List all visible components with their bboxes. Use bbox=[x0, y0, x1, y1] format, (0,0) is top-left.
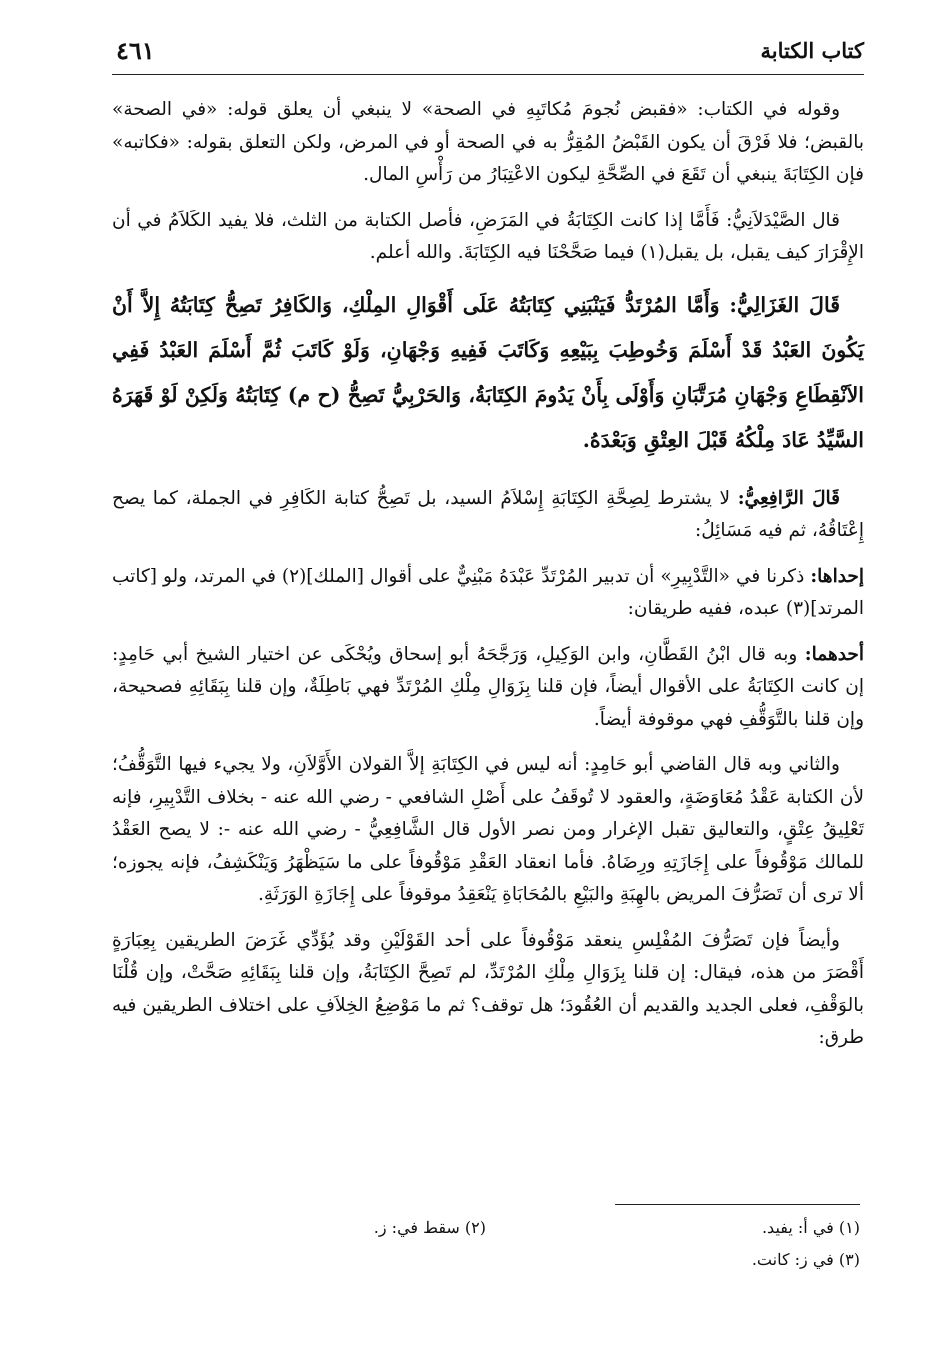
paragraph-text: والثاني وبه قال القاضي أبو حَامِدٍ: أنه ليس في الكِتَابَةِ إلاَّ القولان الأَوَّلاَنِ، ولا يجيء فيها التَّوَقُّفُ؛ لأن الكتابة عَقْدُ مُعَاوَضَةٍ، والعقود لا تُوقَفُ على أَصْلِ الشافعي - رضي الله عنه - بخلاف التَّدْبِيرِ، فإنه تَعْلِيقُ عِتْقٍ، والتعاليق تقبل الإغرار ومن نصر الأول قال الشَّافِعِيُّ - رضي الله عنه -: لا يصح العَقْدُ للمالك مَوْقُوفاً على إِجَازَتِهِ ورِضَاهُ. فأما انعقاد العَقْدِ مَوْقُوفاً على ما سَيَظْهَرُ وَيَنْكَشِفُ، فإنه يجوزه؛ ألا ترى أن تَصَرُّفَ المريض بالهِبَةِ والبَيْعِ بالمُحَابَاةِ يَنْعَقِدُ موقوفاً على إِجَازَةِ الوَرَثَةِ. bbox=[112, 754, 864, 905]
paragraph-lead: أحدهما: bbox=[804, 643, 864, 665]
page-number: ٤٦١ bbox=[116, 36, 155, 65]
paragraph-text: لا يشترط لِصِحَّةِ الكِتَابَةِ إِسْلاَمُ السيد، بل تَصِحُّ كتابة الكَافِرِ في الجملة، كما يصح إِعْتَاقُهُ، ثم فيه مَسَائِلُ: bbox=[112, 487, 864, 541]
paragraph-text: وأيضاً فإن تَصَرُّفَ المُفْلِسِ ينعقد مَوْقُوفاً على أحد القَوْلَيْنِ وقد يُؤَدِّي غَرَضَ الطريقين بِعِبَارَةٍ أَقْصَرَ من هذه، فيقال: إن قلنا بِزَوَالِ مِلْكِ المُرْتَدِّ، لم تَصِحَّ الكِتَابَةُ، وإن قلنا بِبَقَائِهِ صَحَّتْ، وإن قُلْنَا بالوَقْفِ، فعلى الجديد والقديم أن العُقُودَ؛ هل توقف؟ ثم ما مَوْضِعُ الخِلاَفِ على اختلاف الطريقين فيه طرق: bbox=[112, 929, 864, 1048]
main-text bbox=[112, 94, 864, 1068]
footnote-row bbox=[112, 1212, 860, 1244]
paragraph-first-way bbox=[112, 639, 864, 737]
paragraph-first-issue bbox=[112, 561, 864, 626]
paragraph-last bbox=[112, 925, 864, 1055]
paragraph-second-way bbox=[112, 749, 864, 912]
paragraph-1 bbox=[112, 94, 864, 192]
page-header bbox=[112, 30, 864, 75]
paragraph-2 bbox=[112, 205, 864, 270]
footnote-row bbox=[112, 1244, 860, 1276]
paragraph-text: ذكرنا في «التَّدْبِيرِ» أن تدبير المُرْتَدِّ عَبْدَهُ مَبْنِيٌّ على أقوال [الملك](٢) في المرتد، ولو [كاتب المرتد](٣) عبده، ففيه طريقان: bbox=[112, 565, 864, 619]
paragraph-rafii bbox=[112, 483, 864, 548]
paragraph-text: وبه قال ابْنُ القَطَّانِ، وابن الوَكِيلِ، وَرَجَّحَهُ أبو إسحاق ويُحْكَى عن اختيار الشيخ أبي حَامِدٍ: إن كانت الكِتَابَةُ على الأقوال أيضاً، فإن قلنا بِزَوَالِ مِلْكِ المُرْتَدِّ فهي بَاطِلَةٌ، وإن قلنا بِبَقَائِهِ فصحيحة، وإن قلنا بالتَّوَقُّفِ فهي موقوفة أيضاً. bbox=[112, 643, 864, 730]
footnote-2: (٢) سقط في: ز. bbox=[373, 1218, 486, 1237]
paragraph-lead: قَالَ الرَّافِعِيُّ: bbox=[737, 487, 840, 509]
footnote-3: (٣) في ز: كانت. bbox=[751, 1250, 860, 1269]
paragraph-quote-ghazali bbox=[112, 283, 864, 463]
footnote-empty bbox=[112, 1244, 486, 1276]
paragraph-text: وقوله في الكتاب: «فقبض نُجومَ مُكاتَبِهِ في الصحة» لا ينبغي أن يعلق قوله: «في الصحة» بالقبض؛ فلا فَرْقَ أن يكون القَبْضُ المُقِرُّ به في الصحة أو في المرض، ولكن التعلق بقوله: «فكاتبه» فإن الكِتَابَةَ ينبغي أن تَقَعَ في الصِّحَّةِ ليكون الاعْتِبَارُ من رَأْسِ المال. bbox=[112, 99, 864, 185]
paragraph-lead: إحداها: bbox=[810, 565, 864, 587]
paragraph-text: قَالَ الغَزَالِيُّ: وَأَمَّا المُرْتَدُّ فَيَنْبَنِي كِتَابَتُهُ عَلَى أَقْوَالِ المِلْكِ، وَالكَافِرُ تَصِحُّ كِتَابَتُهُ إِلاَّ أَنْ يَكُونَ العَبْدُ قَدْ أَسْلَمَ وَخُوطِبَ بِبَيْعِهِ وَكَاتَبَ فَفِيهِ وَجْهَانِ، وَلَوْ كَاتَبَ ثُمَّ أَسْلَمَ العَبْدُ فَفِي الاَنْقِطَاعِ وَجْهَانِ مُرَتَّبَانِ وَأَوْلَى بِأَنْ يَدُومَ الكِتَابَةُ، وَالحَرْبِيُّ تَصِحُّ (ح م) كِتَابَتُهُ وَلَكِنْ لَوْ قَهَرَهُ السَّيِّدُ عَادَ مِلْكُهُ قَبْلَ العِتْقِ وَبَعْدَهُ. bbox=[112, 292, 864, 452]
running-title: كتاب الكتابة bbox=[760, 38, 864, 63]
footnote-separator bbox=[615, 1204, 860, 1205]
footnote-1: (١) في أ: يفيد. bbox=[761, 1218, 860, 1237]
footnotes bbox=[112, 1212, 860, 1276]
paragraph-text: قال الصَّيْدَلاَنِيُّ: فَأَمَّا إذا كانت الكِتَابَةُ في المَرَضِ، فأصل الكتابة من الثلث، فلا يفيد الكَلاَمُ في أن الإِقْرَارَ كيف يقبل، بل يقبل(١) فيما صَحَّحْنَا فيه الكِتَابَةَ. والله أعلم. bbox=[112, 209, 864, 263]
